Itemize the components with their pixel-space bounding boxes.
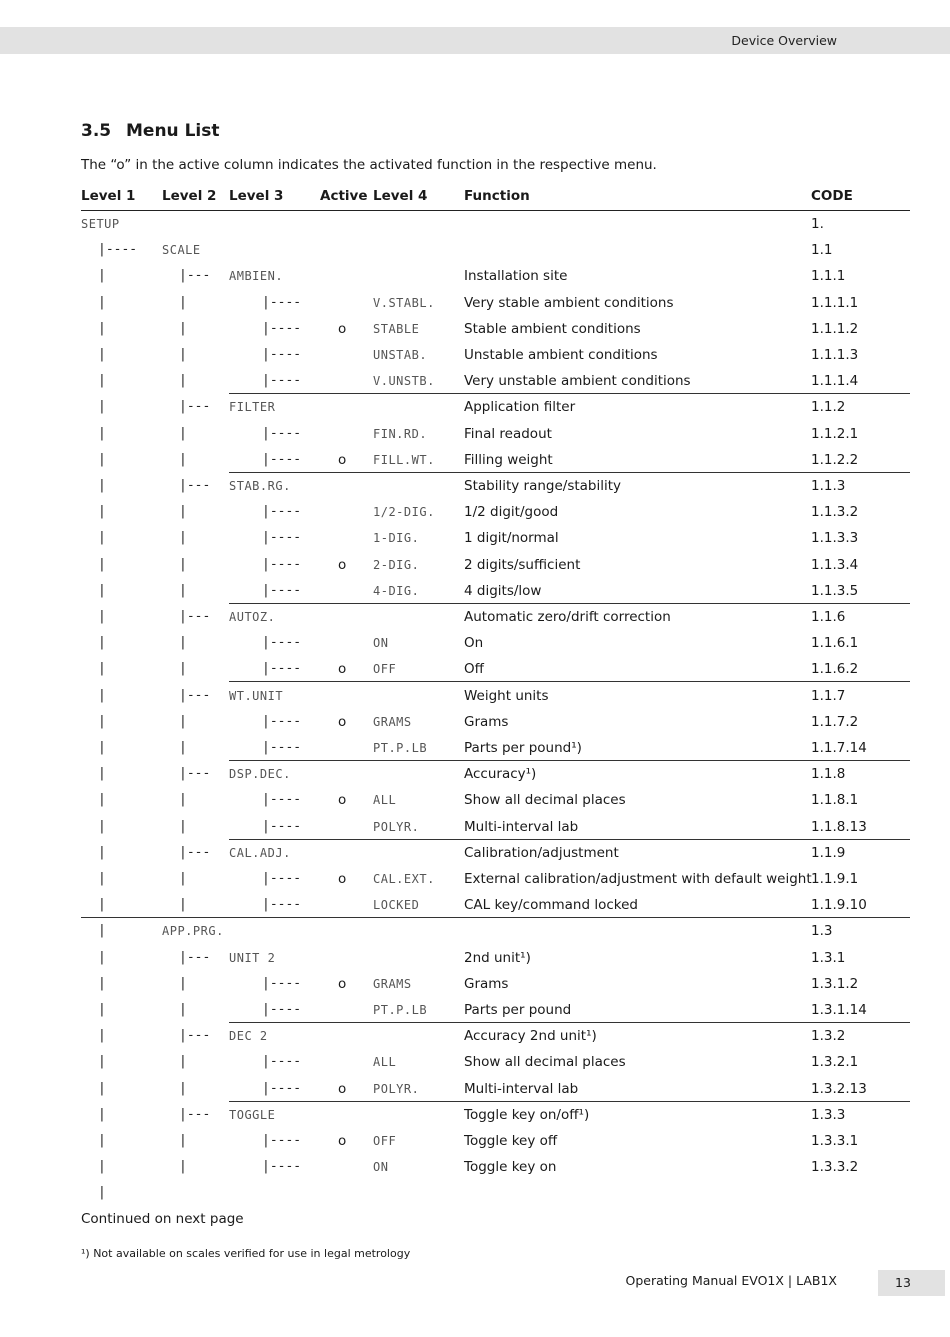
- menu-code: 1.3.1.14: [811, 1002, 867, 1018]
- tree-connector: |: [98, 1159, 106, 1175]
- menu-level4: UNSTAB.: [373, 348, 428, 362]
- tree-connector: |----: [262, 661, 302, 677]
- tree-connector: |: [98, 949, 106, 965]
- menu-level3: FILTER: [229, 400, 276, 415]
- tree-connector: |: [98, 399, 106, 415]
- tree-connector: |----: [262, 1002, 302, 1017]
- function-text: Unstable ambient conditions: [464, 347, 658, 363]
- function-text: 1 digit/normal: [464, 530, 559, 547]
- tree-connector: |: [179, 897, 187, 913]
- function-text: CAL key/command locked: [464, 897, 638, 914]
- tree-connector: |: [179, 1002, 187, 1017]
- tree-connector: |---: [179, 399, 211, 415]
- function-text: Parts per pound¹): [464, 740, 582, 756]
- tree-connector: |: [98, 347, 106, 362]
- page-number-box: [878, 1270, 945, 1296]
- menu-level2: SCALE: [162, 243, 201, 258]
- tree-connector: |----: [262, 294, 302, 310]
- tree-connector: |----: [262, 871, 302, 886]
- menu-level4: GRAMS: [373, 714, 412, 729]
- tree-connector: |----: [262, 425, 302, 441]
- function-text: Stable ambient conditions: [464, 320, 641, 337]
- tree-connector: |: [98, 451, 106, 467]
- tree-connector: |: [179, 373, 187, 389]
- menu-level4: POLYR.: [373, 819, 420, 834]
- menu-level4: 2-DIG.: [373, 557, 420, 572]
- section-title-text: Menu List: [126, 121, 220, 141]
- column-header-level4: Level 4: [373, 188, 428, 204]
- active-marker: o: [338, 713, 347, 730]
- tree-connector: |: [98, 373, 106, 389]
- menu-code: 1.1.3.3: [811, 530, 859, 547]
- tree-connector: |: [179, 975, 187, 991]
- tree-connector: |----: [262, 635, 302, 651]
- tree-connector: |: [179, 1054, 187, 1070]
- section-title: Device Overview: [731, 33, 837, 48]
- menu-code: 1.3: [811, 923, 833, 940]
- intro-text: The “o” in the active column indicates the activated function in the respective menu.: [81, 157, 657, 173]
- function-text: Toggle key on/off¹): [464, 1106, 590, 1123]
- tree-connector: |: [179, 1159, 187, 1175]
- tree-connector: |---: [179, 1028, 211, 1044]
- group-divider: [229, 472, 910, 473]
- menu-level3: AMBIEN.: [229, 269, 284, 284]
- menu-code: 1.: [811, 216, 824, 232]
- menu-level4: 1/2-DIG.: [373, 505, 435, 520]
- tree-connector: |: [179, 792, 187, 808]
- group-divider: [229, 603, 910, 604]
- group-divider: [229, 393, 910, 394]
- menu-level4: 1-DIG.: [373, 531, 420, 546]
- tree-connector: |: [179, 294, 187, 310]
- tree-connector: |: [179, 1080, 187, 1096]
- group-divider: [229, 760, 910, 761]
- tree-connector: |---: [179, 609, 211, 624]
- tree-connector: |: [98, 1106, 106, 1122]
- menu-level4: ALL: [373, 793, 397, 808]
- tree-connector: |----: [262, 1159, 302, 1175]
- menu-code: 1.3.3: [811, 1106, 846, 1123]
- menu-code: 1.1.1.2: [811, 320, 859, 337]
- tree-connector: |----: [262, 451, 302, 467]
- menu-code: 1.3.1: [811, 949, 846, 966]
- menu-code: 1.1.7.2: [811, 713, 859, 730]
- active-marker: o: [338, 792, 347, 809]
- function-text: Grams: [464, 713, 509, 730]
- menu-level4: FILL.WT.: [373, 452, 435, 467]
- menu-code: 1.1.9.1: [811, 871, 859, 887]
- tree-connector: |: [98, 1185, 106, 1201]
- menu-code: 1.1.8.13: [811, 818, 867, 835]
- menu-code: 1.1.6.1: [811, 635, 859, 652]
- menu-code: 1.1.3: [811, 478, 846, 494]
- tree-connector: |---: [179, 949, 211, 965]
- tree-connector: |: [179, 871, 187, 886]
- function-text: Show all decimal places: [464, 1054, 626, 1071]
- menu-code: 1.1.9.10: [811, 897, 867, 914]
- active-marker: o: [338, 1133, 347, 1149]
- menu-code: 1.3.3.2: [811, 1159, 859, 1176]
- tree-connector: |: [98, 425, 106, 441]
- menu-level4: PT.P.LB: [373, 741, 428, 755]
- group-divider: [229, 839, 910, 840]
- tree-connector: |: [179, 320, 187, 336]
- tree-connector: |: [98, 609, 106, 624]
- tree-connector: |: [179, 451, 187, 467]
- tree-connector: |----: [262, 1080, 302, 1096]
- function-text: Installation site: [464, 268, 568, 285]
- tree-connector: |: [98, 844, 106, 860]
- tree-connector: |: [179, 582, 187, 598]
- active-marker: o: [338, 871, 347, 887]
- tree-connector: |----: [262, 320, 302, 336]
- tree-connector: |: [98, 687, 106, 703]
- menu-code: 1.1.9: [811, 844, 846, 861]
- group-divider: [229, 1022, 910, 1023]
- manual-title: Operating Manual EVO1X | LAB1X: [625, 1273, 837, 1288]
- tree-connector: |: [98, 478, 106, 493]
- tree-connector: |---: [179, 268, 211, 284]
- menu-level4: OFF: [373, 662, 397, 677]
- function-text: Off: [464, 661, 484, 678]
- tree-connector: |: [98, 923, 106, 939]
- active-marker: o: [338, 1080, 347, 1097]
- function-text: Very stable ambient conditions: [464, 294, 674, 311]
- menu-level3: AUTOZ.: [229, 610, 276, 624]
- group-divider: [229, 1101, 910, 1102]
- menu-level3: CAL.ADJ.: [229, 845, 291, 860]
- menu-level4: CAL.EXT.: [373, 872, 435, 886]
- function-text: Weight units: [464, 687, 549, 704]
- tree-connector: |----: [262, 556, 302, 572]
- active-marker: o: [338, 451, 347, 468]
- tree-connector: |: [98, 818, 106, 834]
- header-rule: [81, 210, 910, 211]
- tree-connector: |: [98, 897, 106, 913]
- function-text: Show all decimal places: [464, 792, 626, 809]
- menu-level4: ON: [373, 636, 389, 651]
- group-divider: [229, 681, 910, 682]
- function-text: Automatic zero/drift correction: [464, 609, 671, 625]
- function-text: Toggle key off: [464, 1133, 558, 1149]
- function-text: Multi-interval lab: [464, 818, 579, 835]
- tree-connector: |: [98, 320, 106, 336]
- tree-connector: |----: [262, 1133, 302, 1148]
- tree-connector: |----: [262, 792, 302, 808]
- footnote: ¹) Not available on scales verified for use in legal metrology: [81, 1247, 411, 1260]
- tree-connector: |----: [262, 1054, 302, 1070]
- function-text: 2nd unit¹): [464, 949, 531, 966]
- column-header-code: CODE: [811, 188, 853, 204]
- tree-connector: |----: [98, 242, 138, 258]
- menu-code: 1.3.2.13: [811, 1080, 867, 1097]
- menu-level4: ALL: [373, 1055, 397, 1070]
- tree-connector: |: [179, 530, 187, 546]
- tree-connector: |: [179, 556, 187, 572]
- menu-level4: FIN.RD.: [373, 426, 428, 441]
- function-text: 2 digits/sufficient: [464, 556, 581, 573]
- function-text: External calibration/adjustment with default weight: [464, 871, 812, 887]
- tree-connector: |: [98, 1028, 106, 1044]
- function-text: Calibration/adjustment: [464, 844, 619, 861]
- function-text: Application filter: [464, 399, 576, 416]
- tree-connector: |: [179, 740, 187, 755]
- menu-code: 1.1.1.4: [811, 373, 859, 390]
- tree-connector: |: [98, 1133, 106, 1148]
- tree-connector: |: [98, 294, 106, 310]
- tree-connector: |: [98, 268, 106, 284]
- tree-connector: |: [98, 556, 106, 572]
- menu-code: 1.1.8: [811, 766, 846, 783]
- menu-code: 1.1.3.5: [811, 582, 859, 599]
- tree-connector: |: [179, 1133, 187, 1148]
- tree-connector: |: [179, 818, 187, 834]
- column-header-active: Active: [320, 188, 368, 204]
- menu-code: 1.1.1.1: [811, 294, 859, 311]
- tree-connector: |---: [179, 844, 211, 860]
- menu-level4: LOCKED: [373, 898, 420, 913]
- column-header-level2: Level 2: [162, 188, 217, 204]
- function-text: Grams: [464, 975, 509, 992]
- menu-code: 1.3.2.1: [811, 1054, 859, 1071]
- tree-connector: |---: [179, 478, 211, 493]
- menu-code: 1.1.1: [811, 268, 846, 285]
- tree-connector: |: [98, 792, 106, 808]
- tree-connector: |: [179, 504, 187, 520]
- menu-level4: V.STABL.: [373, 295, 435, 310]
- menu-level1: SETUP: [81, 217, 120, 231]
- tree-connector: |: [98, 1054, 106, 1070]
- menu-code: 1.1: [811, 242, 833, 259]
- menu-level3: UNIT 2: [229, 950, 276, 965]
- function-text: 1/2 digit/good: [464, 504, 559, 521]
- menu-code: 1.1.7: [811, 687, 846, 704]
- tree-connector: |----: [262, 504, 302, 520]
- tree-connector: |: [98, 661, 106, 677]
- function-text: Very unstable ambient conditions: [464, 373, 691, 390]
- active-marker: o: [338, 975, 347, 992]
- column-header-level3: Level 3: [229, 188, 284, 204]
- tree-connector: |: [98, 1002, 106, 1017]
- tree-connector: |: [98, 766, 106, 782]
- active-marker: o: [338, 556, 347, 573]
- function-text: Accuracy¹): [464, 766, 537, 783]
- continued-note: Continued on next page: [81, 1211, 244, 1227]
- function-text: Filling weight: [464, 451, 553, 468]
- menu-code: 1.1.2.1: [811, 425, 859, 442]
- column-header-level1: Level 1: [81, 188, 136, 204]
- header-band: [0, 27, 950, 54]
- menu-level4: ON: [373, 1160, 389, 1175]
- menu-code: 1.1.1.3: [811, 347, 859, 363]
- menu-level4: STABLE: [373, 321, 420, 336]
- tree-connector: |----: [262, 373, 302, 389]
- tree-connector: |: [98, 975, 106, 991]
- menu-level3: DSP.DEC.: [229, 767, 291, 782]
- function-text: 4 digits/low: [464, 582, 542, 599]
- menu-code: 1.1.2: [811, 399, 846, 416]
- section-number: 3.5: [81, 121, 112, 141]
- tree-connector: |---: [179, 687, 211, 703]
- tree-connector: |: [179, 713, 187, 729]
- tree-connector: |----: [262, 897, 302, 913]
- page-number: 13: [895, 1275, 911, 1290]
- menu-level4: PT.P.LB: [373, 1003, 428, 1017]
- menu-code: 1.3.2: [811, 1028, 846, 1045]
- tree-connector: |: [98, 713, 106, 729]
- tree-connector: |: [98, 635, 106, 651]
- tree-connector: |----: [262, 347, 302, 362]
- tree-connector: |----: [262, 975, 302, 991]
- function-text: Parts per pound: [464, 1002, 572, 1018]
- page-title: [81, 121, 219, 141]
- menu-code: 1.1.2.2: [811, 451, 859, 468]
- function-text: Accuracy 2nd unit¹): [464, 1028, 597, 1045]
- menu-code: 1.1.7.14: [811, 740, 867, 756]
- menu-level4: GRAMS: [373, 976, 412, 991]
- menu-code: 1.1.3.4: [811, 556, 859, 573]
- function-text: Final readout: [464, 425, 552, 442]
- menu-level3: WT.UNIT: [229, 688, 284, 703]
- group-divider: [81, 917, 910, 918]
- menu-code: 1.1.6: [811, 609, 846, 625]
- tree-connector: |----: [262, 740, 302, 755]
- tree-connector: |: [179, 635, 187, 651]
- function-text: On: [464, 635, 484, 652]
- menu-level4: POLYR.: [373, 1081, 420, 1096]
- function-text: Multi-interval lab: [464, 1080, 579, 1097]
- menu-level2: APP.PRG.: [162, 924, 224, 939]
- tree-connector: |: [98, 871, 106, 886]
- tree-connector: |----: [262, 713, 302, 729]
- tree-connector: |---: [179, 766, 211, 782]
- tree-connector: |----: [262, 818, 302, 834]
- tree-connector: |: [179, 661, 187, 677]
- tree-connector: |: [98, 504, 106, 520]
- tree-connector: |: [179, 425, 187, 441]
- active-marker: o: [338, 320, 347, 337]
- column-header-function: Function: [464, 188, 530, 204]
- menu-code: 1.3.1.2: [811, 975, 859, 992]
- menu-level4: V.UNSTB.: [373, 374, 435, 389]
- active-marker: o: [338, 661, 347, 678]
- menu-code: 1.1.6.2: [811, 661, 859, 678]
- function-text: Stability range/stability: [464, 478, 622, 494]
- menu-code: 1.1.8.1: [811, 792, 859, 809]
- tree-connector: |----: [262, 530, 302, 546]
- menu-code: 1.3.3.1: [811, 1133, 859, 1149]
- menu-level3: DEC 2: [229, 1029, 268, 1044]
- tree-connector: |: [98, 1080, 106, 1096]
- menu-level3: TOGGLE: [229, 1107, 276, 1122]
- menu-level4: 4-DIG.: [373, 583, 420, 598]
- function-text: Toggle key on: [464, 1159, 557, 1176]
- tree-connector: |: [98, 740, 106, 755]
- tree-connector: |: [179, 347, 187, 362]
- tree-connector: |: [98, 582, 106, 598]
- tree-connector: |---: [179, 1106, 211, 1122]
- menu-level4: OFF: [373, 1134, 397, 1148]
- menu-level3: STAB.RG.: [229, 479, 291, 493]
- menu-code: 1.1.3.2: [811, 504, 859, 521]
- tree-connector: |: [98, 530, 106, 546]
- tree-connector: |----: [262, 582, 302, 598]
